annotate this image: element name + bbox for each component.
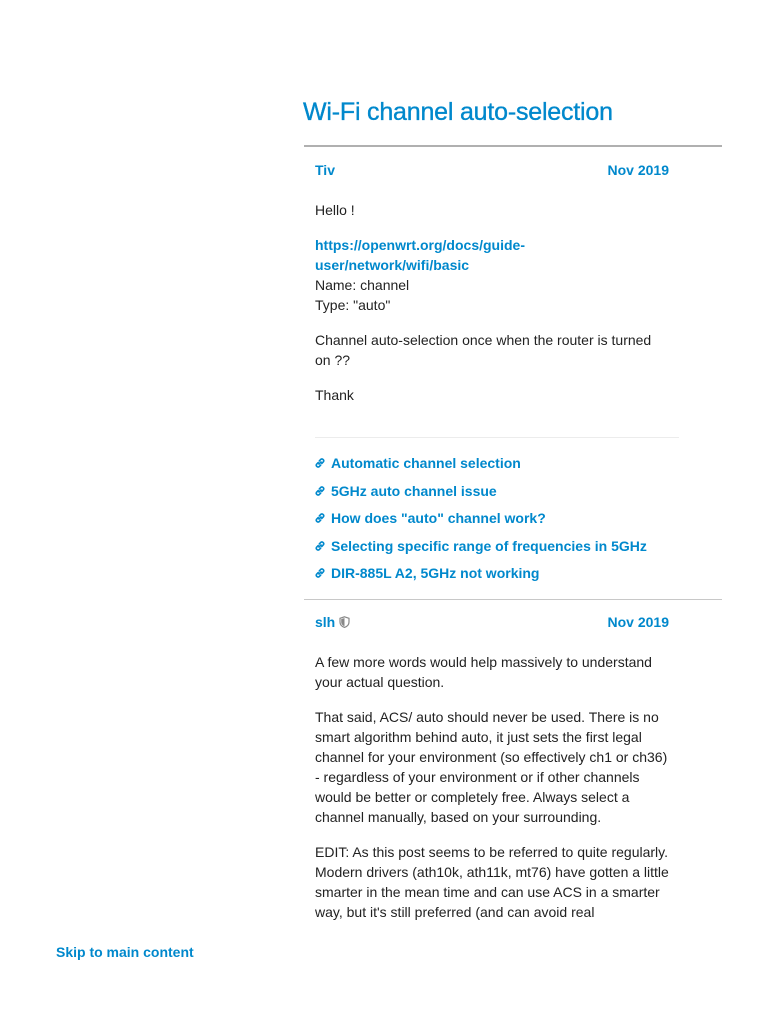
post-body bbox=[315, 200, 669, 405]
post-header bbox=[315, 162, 669, 182]
post-date[interactable]: Nov 2019 bbox=[607, 162, 669, 178]
post-date[interactable]: Nov 2019 bbox=[607, 614, 669, 630]
post-author[interactable]: Tiv bbox=[315, 162, 335, 178]
shield-icon bbox=[339, 616, 350, 628]
post-closing: Thank bbox=[315, 387, 354, 403]
post-link-block bbox=[315, 235, 669, 315]
linked-topic-title[interactable]: How does "auto" channel work? bbox=[331, 510, 546, 526]
post-text: A few more words would help massively to understand your actual question. bbox=[315, 654, 652, 690]
post-body bbox=[315, 652, 669, 922]
link-icon bbox=[314, 485, 326, 497]
linked-topic[interactable] bbox=[314, 508, 647, 536]
post-1 bbox=[315, 162, 669, 405]
post-author[interactable] bbox=[315, 614, 350, 630]
link-icon bbox=[314, 512, 326, 524]
post-divider bbox=[304, 599, 722, 600]
linked-topics-list bbox=[314, 453, 647, 591]
openwrt-docs-link[interactable]: https://openwrt.org/docs/guide- user/network/wifi/basic bbox=[315, 237, 525, 273]
post-header bbox=[315, 614, 669, 634]
post-2 bbox=[315, 614, 669, 922]
linked-topic[interactable] bbox=[314, 481, 647, 509]
linked-topic-title[interactable]: Automatic channel selection bbox=[331, 455, 521, 471]
link-icon bbox=[314, 457, 326, 469]
link-icon bbox=[314, 567, 326, 579]
linked-topic-title[interactable]: DIR-885L A2, 5GHz not working bbox=[331, 565, 540, 581]
linked-topics-divider bbox=[315, 437, 679, 438]
linked-topic-title[interactable]: Selecting specific range of frequencies in 5GHz bbox=[331, 537, 647, 554]
linked-topic-title[interactable]: 5GHz auto channel issue bbox=[331, 482, 497, 499]
skip-to-main-content-link[interactable]: Skip to main content bbox=[56, 944, 194, 960]
title-divider bbox=[304, 145, 722, 147]
post-text: That said, ACS/ auto should never be used. There is no smart algorithm behind auto, it just sets the first legal channel for your environment (so effectively ch1 or ch36) - regardless of your environment or if other channels would be better or completely free. Always select a channel manually, based on your surrounding. bbox=[315, 709, 668, 825]
post-text: EDIT: As this post seems to be referred to quite regularly. Modern drivers (ath10k, ath11k, mt76) have gotten a little smarter in the mean time and can use ACS in a smarter way, but it's still preferred (and can avoid real bbox=[315, 844, 669, 920]
type-line: Type: "auto" bbox=[315, 297, 391, 313]
link-icon bbox=[314, 540, 326, 552]
post-author-name[interactable]: slh bbox=[315, 614, 336, 630]
topic-title[interactable]: Wi-Fi channel auto-selection bbox=[303, 98, 613, 126]
post-text: Hello ! bbox=[315, 202, 355, 218]
linked-topic[interactable] bbox=[314, 536, 647, 564]
linked-topic[interactable] bbox=[314, 453, 647, 481]
linked-topic[interactable] bbox=[314, 563, 647, 591]
post-question: Channel auto-selection once when the router is turned on ?? bbox=[315, 332, 652, 368]
name-line: Name: channel bbox=[315, 277, 410, 293]
